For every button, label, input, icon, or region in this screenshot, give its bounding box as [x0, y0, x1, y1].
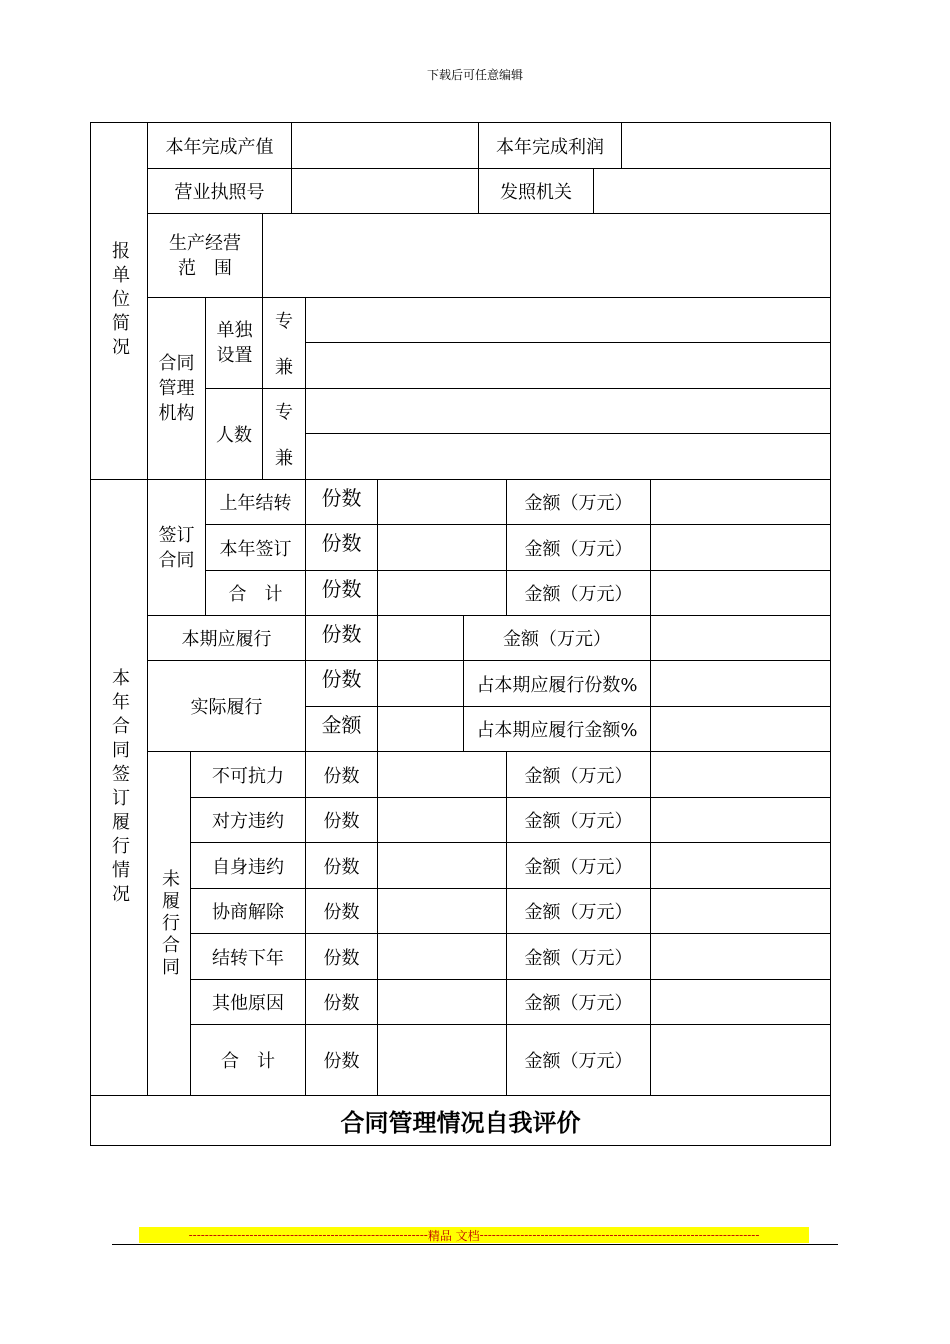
contract-org-label: 合同管理机构 — [158, 353, 195, 424]
self-eval-title: 合同管理情况自我评价 — [340, 1109, 581, 1137]
annual-output-label: 本年完成产值 — [165, 136, 274, 158]
amount-label: 金额（万元） — [524, 947, 633, 969]
carried-copies-field[interactable] — [378, 480, 506, 524]
signed-copies-field[interactable] — [378, 525, 506, 570]
setup-parttime-label: 兼 — [275, 356, 293, 378]
amount-label: 金额（万元） — [524, 902, 633, 923]
footer-divider — [112, 1244, 838, 1245]
copies-label: 份数 — [323, 1051, 360, 1072]
other-breach-amount-field[interactable] — [651, 798, 830, 842]
reason-other-party-breach: 对方违约 — [212, 811, 284, 832]
headcount-fulltime-label: 专 — [275, 402, 293, 423]
business-scope-field[interactable] — [263, 214, 830, 297]
pct-copies-field[interactable] — [651, 661, 830, 706]
footer-text: 精品 文档 — [427, 1228, 480, 1243]
row-label-carried: 上年结转 — [219, 493, 292, 514]
unfulfilled-total-label: 合 计 — [221, 1051, 275, 1072]
carry-over-copies-field[interactable] — [378, 934, 506, 979]
copies-label: 份数 — [321, 667, 362, 691]
footer-band — [139, 1227, 809, 1243]
copies-label: 份数 — [323, 811, 360, 832]
reason-other: 其他原因 — [212, 993, 284, 1014]
business-scope-line2: 范 围 — [178, 257, 232, 279]
footer-dashes-right: --------------------------------------------------------------------- — [479, 1228, 760, 1242]
amount-label: 金额（万元） — [524, 765, 633, 787]
signed-total-copies-field[interactable] — [378, 571, 506, 615]
annual-output-field[interactable] — [292, 123, 478, 168]
copies-label: 份数 — [323, 993, 360, 1014]
setup-fulltime-field[interactable] — [306, 298, 830, 342]
carried-amount-field[interactable] — [651, 480, 830, 524]
setup-parttime-field[interactable] — [306, 343, 830, 388]
amount-label: 金额（万元） — [524, 538, 633, 560]
reason-force-majeure: 不可抗力 — [212, 765, 284, 787]
amount-label: 金额（万元） — [524, 993, 633, 1014]
business-scope-label — [148, 214, 262, 297]
reason-carry-over: 结转下年 — [212, 947, 284, 969]
due-copies-field[interactable] — [378, 616, 463, 660]
setup-fulltime-label: 专 — [275, 311, 293, 332]
unfulfilled-total-copies-field[interactable] — [378, 1025, 506, 1095]
amount-label: 金额（万元） — [503, 629, 611, 650]
reason-mutual-termination: 协商解除 — [212, 902, 284, 923]
annual-profit-label: 本年完成利润 — [496, 136, 604, 158]
amount-label: 金额（万元） — [524, 856, 633, 878]
copies-label: 份数 — [321, 622, 362, 646]
copies-label: 份数 — [321, 531, 362, 555]
amount-label: 金额（万元） — [524, 493, 633, 514]
actual-copies-field[interactable] — [378, 661, 463, 706]
due-amount-field[interactable] — [651, 616, 830, 660]
issuing-authority-field[interactable] — [594, 169, 830, 213]
signed-amount-field[interactable] — [651, 525, 830, 570]
copies-label: 份数 — [323, 765, 360, 787]
reason-own-breach: 自身违约 — [212, 856, 284, 878]
copies-label: 份数 — [323, 947, 360, 969]
carry-over-amount-field[interactable] — [651, 934, 830, 979]
other-breach-copies-field[interactable] — [378, 798, 506, 842]
actual-label: 实际履行 — [190, 697, 263, 718]
other-reason-amount-field[interactable] — [651, 980, 830, 1024]
copies-label: 份数 — [321, 577, 362, 601]
footer-dashes-left: ----------------------------------------------------------- — [188, 1228, 428, 1242]
license-no-label: 营业执照号 — [174, 182, 265, 203]
mutual-termination-copies-field[interactable] — [378, 889, 506, 933]
amount-label-short: 金额 — [321, 713, 362, 737]
force-majeure-amount-field[interactable] — [651, 752, 830, 797]
headcount-parttime-field[interactable] — [306, 434, 830, 479]
actual-amount-field[interactable] — [378, 707, 463, 751]
unfulfilled-label: 未履行合同 — [159, 868, 180, 979]
signed-total-amount-field[interactable] — [651, 571, 830, 615]
separate-setup-label: 单独设置 — [216, 320, 253, 366]
section2-title: 本年合同签订履行情况 — [109, 667, 130, 908]
own-breach-copies-field[interactable] — [378, 843, 506, 888]
section1-title: 报单位简况 — [109, 241, 130, 361]
mutual-termination-amount-field[interactable] — [651, 889, 830, 933]
issuing-authority-label: 发照机关 — [500, 182, 572, 203]
row-label-signed-this-year: 本年签订 — [219, 538, 292, 560]
amount-label: 金额（万元） — [524, 811, 633, 832]
amount-label: 金额（万元） — [524, 1051, 633, 1072]
business-scope-line1: 生产经营 — [169, 232, 241, 254]
annual-profit-field[interactable] — [622, 123, 830, 168]
unfulfilled-total-amount-field[interactable] — [651, 1025, 830, 1095]
copies-label: 份数 — [323, 902, 360, 923]
other-reason-copies-field[interactable] — [378, 980, 506, 1024]
headcount-fulltime-field[interactable] — [306, 389, 830, 433]
copies-label: 份数 — [323, 856, 360, 878]
pct-amount-label: 占本期应履行金额% — [476, 720, 638, 741]
amount-label: 金额（万元） — [524, 584, 633, 605]
force-majeure-copies-field[interactable] — [378, 752, 506, 797]
copies-label: 份数 — [321, 486, 362, 510]
pct-amount-field[interactable] — [651, 707, 830, 751]
row-label-signed-total: 合 计 — [228, 584, 283, 605]
pct-copies-label: 占本期应履行份数% — [476, 674, 638, 696]
due-label: 本期应履行 — [181, 629, 272, 650]
headcount-parttime-label: 兼 — [275, 447, 293, 469]
signed-contracts-label: 签订合同 — [158, 524, 195, 571]
own-breach-amount-field[interactable] — [651, 843, 830, 888]
headcount-label: 人数 — [216, 425, 252, 446]
page-header: 下载后可任意编辑 — [426, 68, 523, 82]
license-no-field[interactable] — [292, 169, 478, 213]
